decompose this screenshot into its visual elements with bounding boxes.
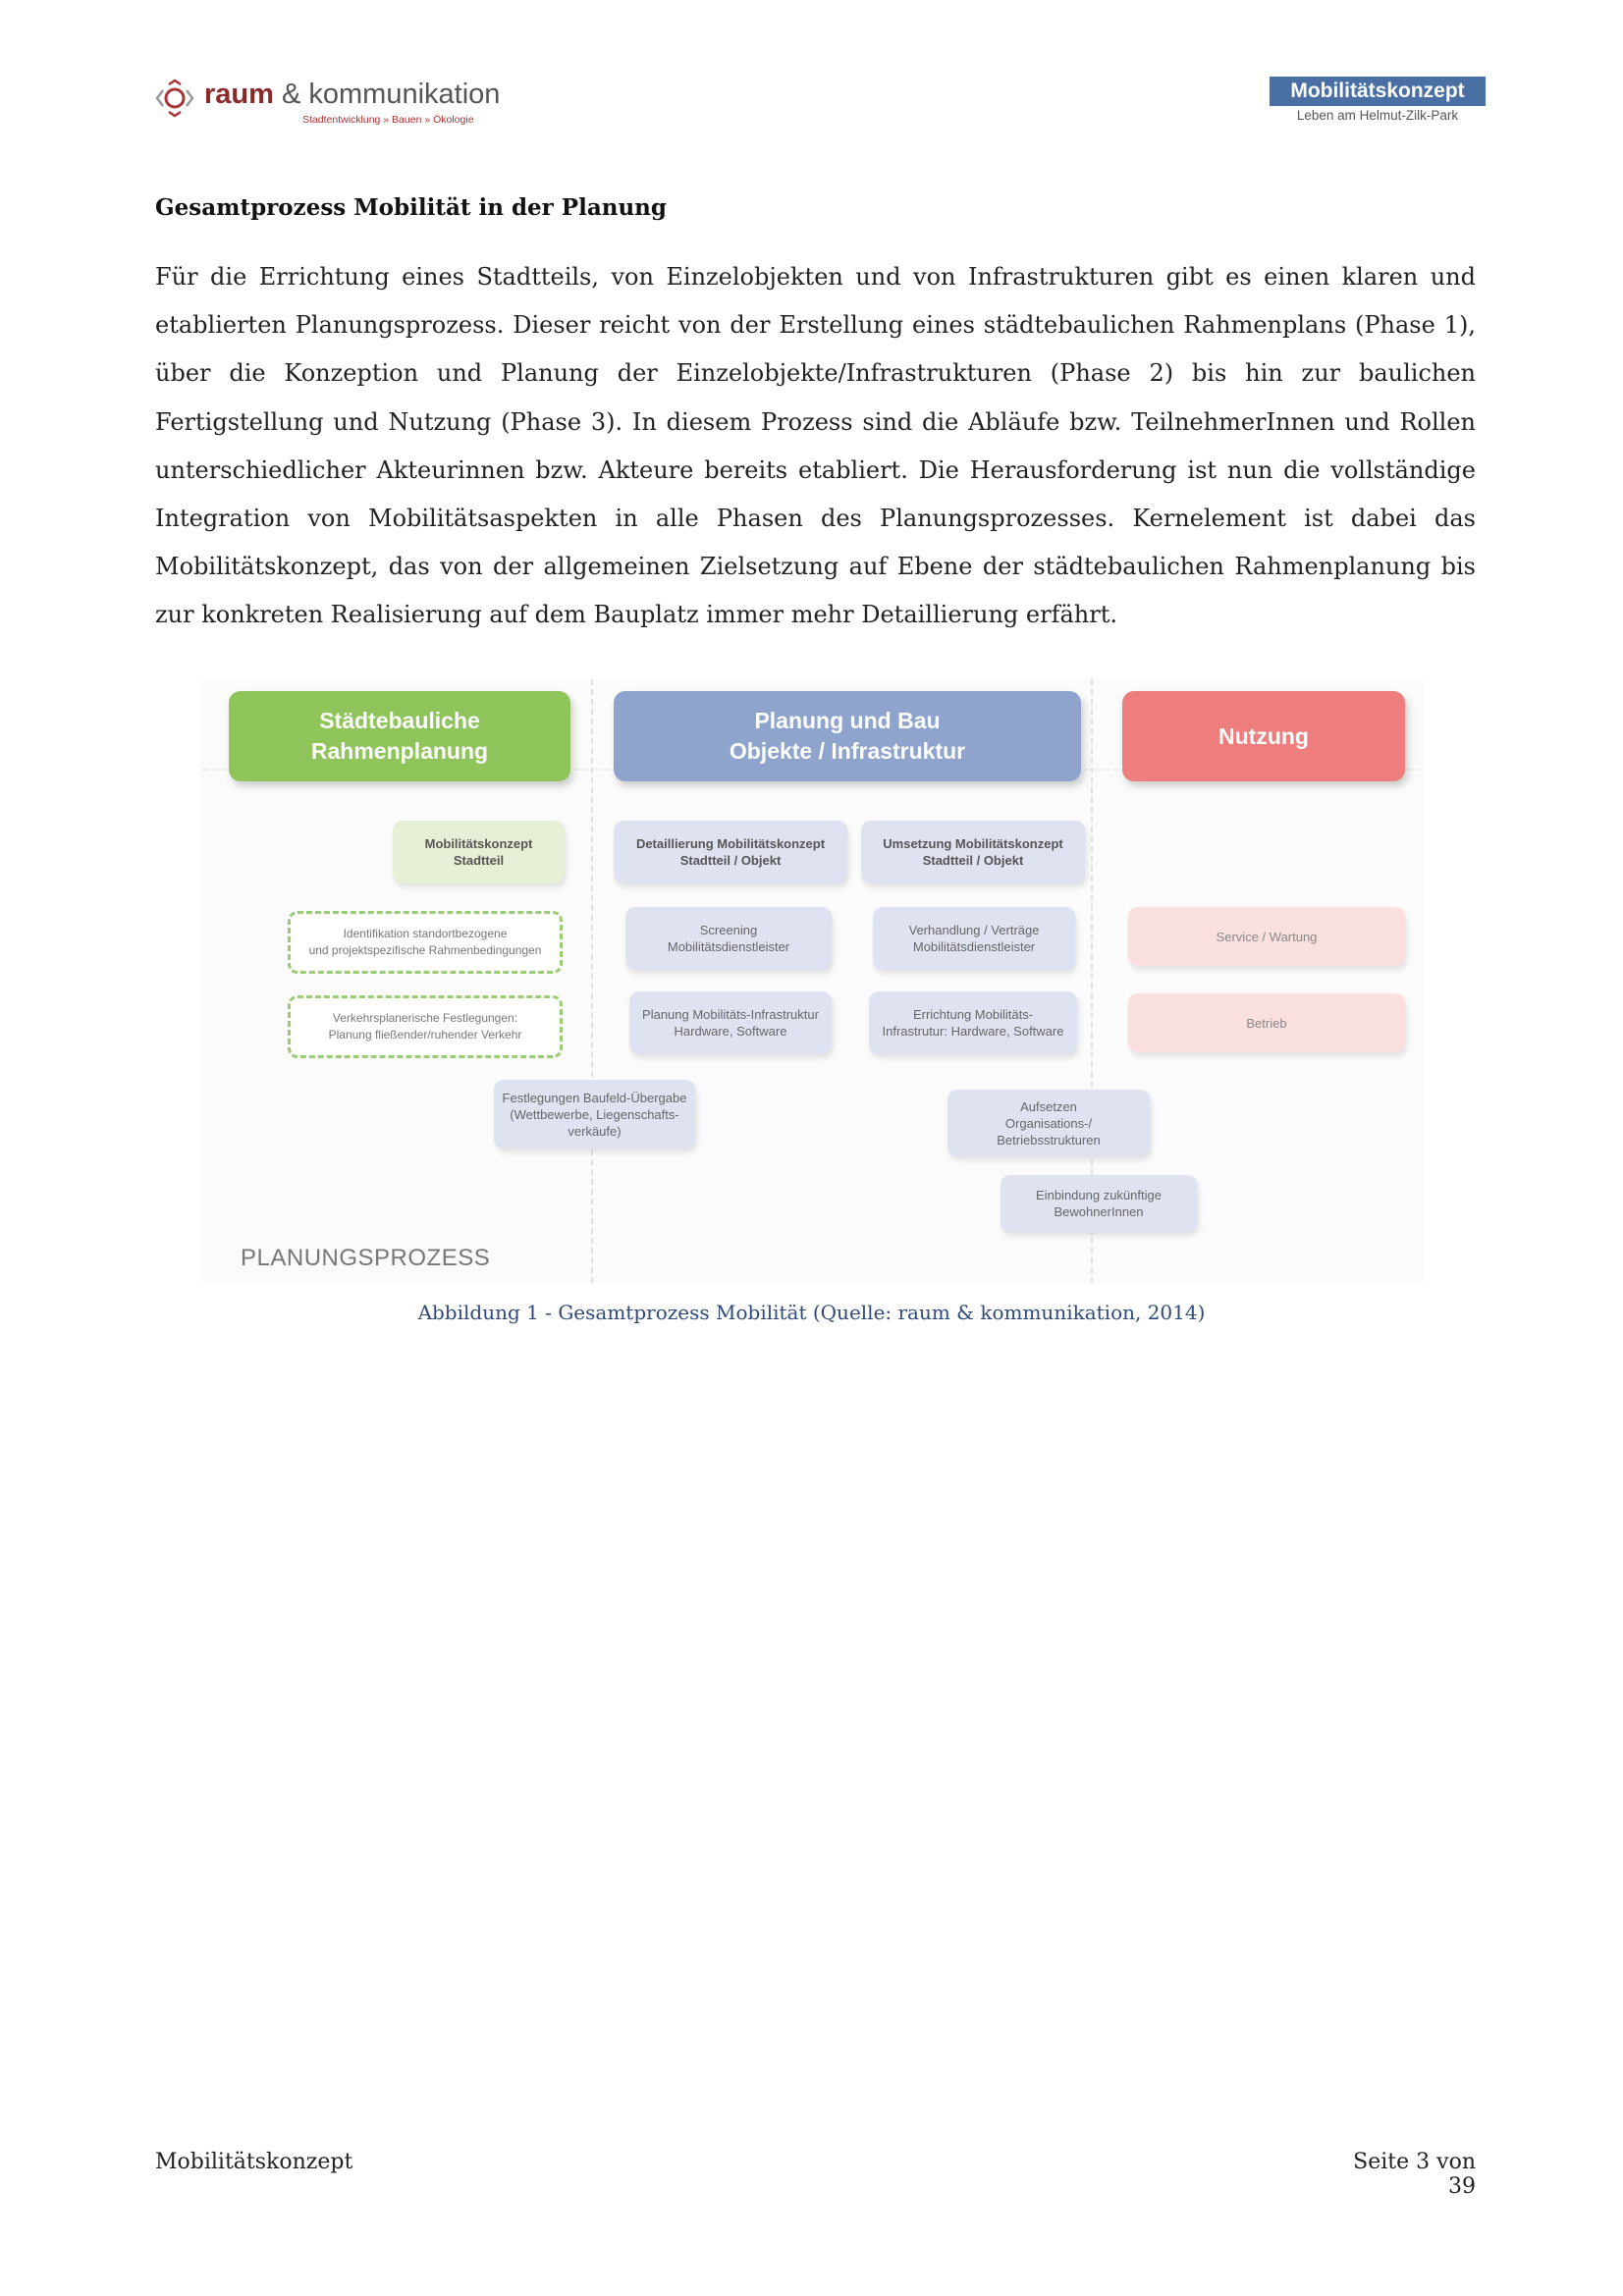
brand-subtitle: Leben am Helmut-Zilk-Park (1296, 108, 1459, 123)
box-aufsetzen: Aufsetzen Organisations-/ Betriebsstrukturen (947, 1090, 1150, 1156)
body-paragraph: Für die Errichtung eines Stadtteils, von Einzelobjekten und von Infrastrukturen gibt es einen klaren und etablierten Planungsprozess. Dieser reicht von der Erstellung eines städtebaulichen Rahmenplans (Phase 1), über die Konzeption und Planung der Einzelobjekte/Infrastrukturen (Phase 2) bis hin zur baulichen Fertigstellung und Nutzung (Phase 3). In diesem Prozess sind die Abläufe bzw. TeilnehmerInnen und Rollen unterschiedlicher Akteurinnen bzw. Akteure bereits etabliert. Die Herausforderung ist nun die vollständige Integration von Mobilitätsaspekten in alle Phasen des Planungsprozesses. Kernelement ist dabei das Mobilitätskonzept, das von der allgemeinen Zielsetzung auf Ebene der städtebaulichen Rahmenplanung bis zur konkreten Realisierung auf dem Bauplatz immer mehr Detaillierung erfährt. (155, 263, 1476, 629)
box-festlegungen-baufeld: Festlegungen Baufeld-Übergabe (Wettbewerbe, Liegenschafts- verkäufe) (494, 1080, 695, 1148)
box-screening: Screening Mobilitätsdienstleister (625, 907, 832, 970)
brand-title: Mobilitätskonzept (1270, 77, 1486, 106)
section-title: Gesamtprozess Mobilität in der Planung (155, 194, 667, 221)
box-identifikation: Identifikation standortbezogene und projektspezifische Rahmenbedingungen (288, 911, 563, 974)
figure-label: PLANUNGSPROZESS (241, 1245, 491, 1271)
process-diagram (201, 679, 1424, 1283)
box-detaillierung: Detaillierung Mobilitätskonzept Stadtteil / Objekt (614, 821, 847, 883)
box-umsetzung: Umsetzung Mobilitätskonzept Stadtteil / Objekt (861, 821, 1085, 883)
company-logo (155, 75, 509, 133)
logo-tagline: Stadtentwicklung » Bauen » Ökologie (302, 114, 474, 126)
page-number: Seite 3 von 39 (1353, 2150, 1476, 2199)
footer-title: Mobilitätskonzept (155, 2150, 353, 2174)
figure-caption: Abbildung 1 - Gesamtprozess Mobilität (Quelle: raum & kommunikation, 2014) (417, 1301, 1206, 1324)
brand-header (1270, 77, 1486, 123)
box-verkehrsplanerische-festlegungen: Verkehrsplanerische Festlegungen: Planung fließender/ruhender Verkehr (288, 995, 563, 1058)
logo-name: raum & kommunikation (204, 79, 501, 110)
box-planung-infrastruktur: Planung Mobilitäts-Infrastruktur Hardware, Software (629, 991, 832, 1054)
phase-1-header: Städtebauliche Rahmenplanung (229, 691, 570, 781)
box-service-wartung: Service / Wartung (1128, 907, 1405, 966)
phase-2-header: Planung und Bau Objekte / Infrastruktur (614, 691, 1081, 781)
box-errichtung: Errichtung Mobilitäts- Infrastrutur: Hardware, Software (869, 991, 1077, 1054)
phase-3-header: Nutzung (1122, 691, 1405, 781)
box-einbindung: Einbindung zukünftige BewohnerInnen (1001, 1175, 1197, 1232)
box-mobilitaetskonzept-stadtteil: Mobilitätskonzept Stadtteil (393, 821, 565, 883)
box-verhandlung: Verhandlung / Verträge Mobilitätsdienstleister (873, 907, 1075, 970)
raum-kommunikation-logo-icon (155, 79, 194, 118)
box-betrieb: Betrieb (1128, 993, 1405, 1052)
